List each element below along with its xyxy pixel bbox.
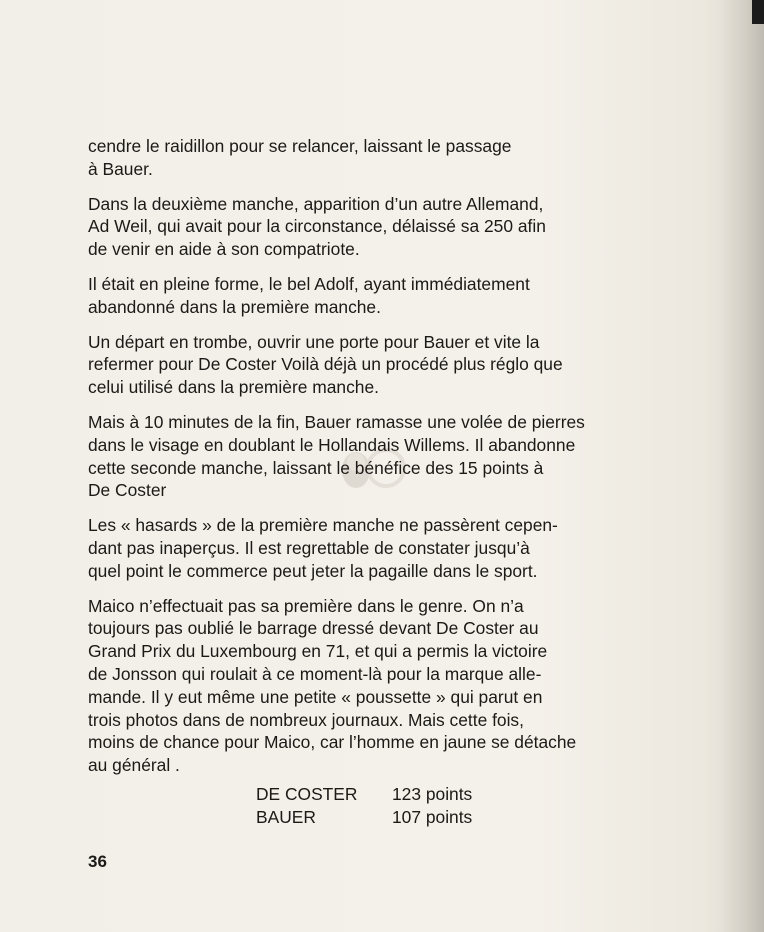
page-number: 36: [88, 852, 107, 871]
paragraph: cendre le raidillon pour se relancer, laissant le passage à Bauer.: [88, 136, 512, 179]
paragraph: Un départ en trombe, ouvrir une porte pour Bauer et vite la refermer pour De Coster Voilà déjà un procédé plus réglo que celui utilisé dans la première manche.: [88, 331, 563, 398]
rider-points: 107 points: [392, 806, 473, 827]
paragraph: Dans la deuxième manche, apparition d’un autre Allemand, Ad Weil, qui avait pour la circonstance, délaissé sa 250 afin de venir en aide à son compatriote.: [88, 193, 546, 260]
rider-name: BAUER: [256, 806, 316, 827]
paragraph: Il était en pleine forme, le bel Adolf, ayant immédiatement abandonné dans la première manche.: [88, 273, 530, 317]
standings-table: [256, 783, 648, 829]
rider-name: DE COSTER: [256, 783, 358, 804]
body-text: [88, 135, 648, 829]
standings-row: [256, 806, 648, 829]
page-corner-dark: [752, 0, 764, 24]
paragraph: Maico n’effectuait pas sa première dans le genre. On n’a toujours pas oublié le barrage dressé devant De Coster au Grand Prix du Luxembourg en 71, et qui a permis la victoire de Jonsson qui roulait à ce moment-là pour la marque alle- mande. Il y eut même une petite « poussette » qui parut en trois photos dans de nombreux journaux. Mais cette fois, moins de chance pour Maico, car l’homme en jaune se détache au général .: [88, 595, 577, 776]
standings-row: [256, 783, 648, 806]
page-edge-shadow: [720, 0, 764, 932]
paragraph: Les « hasards » de la première manche ne passèrent cepen- dant pas inaperçus. Il est regrettable de constater jusqu’à quel point le commerce peut jeter la pagaille dans le sport.: [88, 515, 558, 581]
paragraph: Mais à 10 minutes de la fin, Bauer ramasse une volée de pierres dans le visage en doublant le Hollandais Willems. Il abandonne cette seconde manche, laissant le bénéfice des 15 points à De Coster: [88, 411, 585, 501]
rider-points: 123 points: [392, 783, 473, 804]
